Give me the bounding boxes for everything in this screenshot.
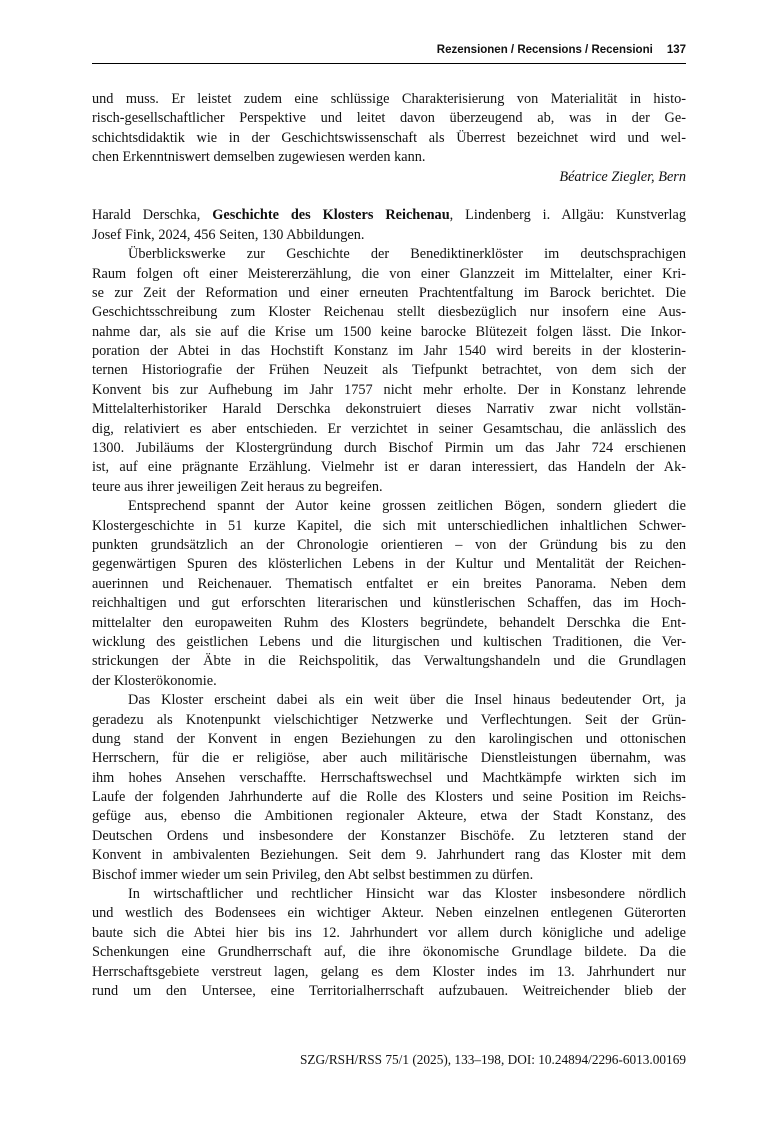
text-line: strickungen der Äbte in die Reichspolitik, das Verwaltungshandeln und die Grundlagen [92,653,686,670]
text-line: se zur Zeit der Reformation und einer erneuten Prachtentfaltung im Barock berichtet. Die [92,284,686,301]
text-line: mittelalter den europaweiten Ruhm des Klosters begründete, behandelt Derschka die Ent- [92,614,686,631]
text-line: Konvent in ambivalenten Beziehungen. Seit dem 9. Jahrhundert rang das Kloster mit dem [92,847,686,864]
reviewer-signature: Béatrice Ziegler, Bern [559,168,686,185]
bibliographic-line [92,206,686,225]
running-header [92,44,686,64]
text-line: rund um den Untersee, eine Territorialherrschaft aufzubauen. Weitreichender blieb der [92,982,686,999]
text-line: ihm hohes Ansehen verschaffte. Herrschaftswechsel und Machtkämpfe wirkten sich im [92,769,686,786]
review-heading [92,206,686,245]
text-line: Konvent bis zur Aufhebung im Jahr 1757 nicht mehr erholte. Der in Konstanz lehrende [92,381,686,398]
text-line: Entsprechend spannt der Autor keine grossen zeitlichen Bögen, sondern gliedert die [128,498,686,515]
text-line: Geschichtsschreibung zum Kloster Reichenau stellt diesbezüglich nur insofern eine Aus- [92,304,686,321]
text-line: punkten grundsätzlich an der Chronologie orientieren – von der Gründung bis zu den [92,536,686,553]
running-title: Rezensionen / Recensions / Recensioni [436,44,653,56]
text-line: baute sich die Abtei hier bis ins 12. Jahrhundert vor allem durch königliche und adelige [92,924,686,941]
review-paragraph [92,691,686,885]
text-line: und muss. Er leistet zudem eine schlüssige Charakterisierung von Materialität in histo- [92,91,686,107]
text-line: schichtsdidaktik wie in der Geschichtswissenschaft als Überrest bezeichnet wird und wel- [92,129,686,146]
text-line: ist, auf eine prägnante Erzählung. Vielmehr ist er daran interessiert, das Handeln der Ak- [92,459,686,476]
review-paragraph [92,885,686,1001]
page-number: 137 [666,44,686,56]
text-line: risch-gesellschaftlicher Perspektive und leitet davon überzeugend ab, was in der Ge- [92,110,686,127]
previous-review-ending [92,90,686,187]
text-line: Bischof immer wieder um sein Privileg, den Abt selbst bestimmen zu dürfen. [92,866,534,883]
text-line: der Klosterökonomie. [92,672,217,689]
review-paragraph [92,497,686,691]
text-line: reichhaltigen und gut erforschten literarischen und künstlerischen Schaffen, das im Hoch- [92,595,686,612]
publisher-info: , Lindenberg i. Allgäu: Kunstverlag [449,207,686,224]
text-line: nahme dar, als sie auf die Krise um 1500 keine barocke Blütezeit folgen lässt. Die Inkor- [92,323,686,340]
review-paragraph [92,245,686,497]
text-line: Klostergeschichte in 51 kurze Kapitel, die sich mit unterschiedlichen inhaltlichen Schwer- [92,517,686,534]
text-line: Raum folgen oft einer Meistererzählung, die von einer Glanzzeit im Mittelalter, einer Kri- [92,265,686,282]
text-line: poration der Abtei in das Hochstift Konstanz im Jahr 1540 wird bereits in der klosterin- [92,343,686,360]
text-line: Deutschen Ordens und insbesondere der Konstanzer Bischöfe. Zu letzteren stand der [92,827,686,844]
text-line: wicklung des geistlichen Lebens und die liturgischen und kultischen Traditionen, die Ver- [92,633,686,650]
main-text [92,90,686,1001]
text-line: 1300. Jubiläums der Klostergründung durch Bischof Pirmin um das Jahr 724 erschienen [92,440,686,457]
text-line: Herrschern, für die er religiöse, aber auch militärische Dienstleistungen übernahm, was [92,750,686,767]
book-title: Geschichte des Klosters Reichenau [212,207,450,224]
text-line: Schenkungen eine Grundherrschaft auf, die ihre ökonomische Grundlage bildete. Da die [92,944,686,961]
text-line: gegenwärtigen Spuren des klösterlichen Lebens in der Kultur und Mentalität der Reichen- [92,556,686,573]
text-line: und westlich des Bodensees ein wichtiger Akteur. Neben einzelnen entlegenen Güterorten [92,905,686,922]
text-line: geradezu als Knotenpunkt vielschichtiger Netzwerke und Verflechtungen. Seit der Grün- [92,711,686,728]
text-line: Mittelalterhistoriker Harald Derschka dekonstruiert dieses Narrativ zwar nicht vollstän- [92,401,686,418]
text-line: dung stand der Konvent in engen Beziehungen zu den karolingischen und ottonischen [92,730,686,747]
book-author: Harald Derschka, [92,207,213,224]
text-line: Das Kloster erscheint dabei als ein weit über die Insel hinaus bedeutender Ort, ja [128,692,686,709]
text-line: dig, relativiert es aber entschieden. Er verzichtet in seiner Gesamtschau, die anlässlich des [92,420,686,437]
text-line: teure aus ihrer jeweiligen Zeit heraus zu begreifen. [92,478,383,495]
journal-citation-footer: SZG/RSH/RSS 75/1 (2025), 133–198, DOI: 10.24894/2296-6013.00169 [300,1052,686,1067]
text-line: Herrschaftsgebiete verstreut lagen, gelang es dem Kloster indes im 13. Jahrhundert nur [92,963,686,980]
text-line: gefüge aus, ebenso die Ambitionen regionaler Akteure, etwa der Stadt Konstanz, des [92,808,686,825]
text-line: Überblickswerke zur Geschichte der Benediktinerklöster im deutschsprachigen [128,246,686,263]
bibliographic-line: Josef Fink, 2024, 456 Seiten, 130 Abbildungen. [92,226,365,243]
text-line: In wirtschaftlicher und rechtlicher Hinsicht war das Kloster insbesondere nördlich [128,886,686,903]
text-line: ternen Historiografie der Frühen Neuzeit als Tiefpunkt betrachtet, von dem sich der [92,362,686,379]
text-line: auerinnen und Reichenauer. Thematisch entfaltet er ein breites Panorama. Neben dem [92,575,686,592]
text-line: Laufe der folgenden Jahrhunderte auf die Rolle des Klosters und seine Position im Reichs- [92,789,686,806]
text-line: chen Erkenntniswert demselben zugewiesen werden kann. [92,149,426,166]
